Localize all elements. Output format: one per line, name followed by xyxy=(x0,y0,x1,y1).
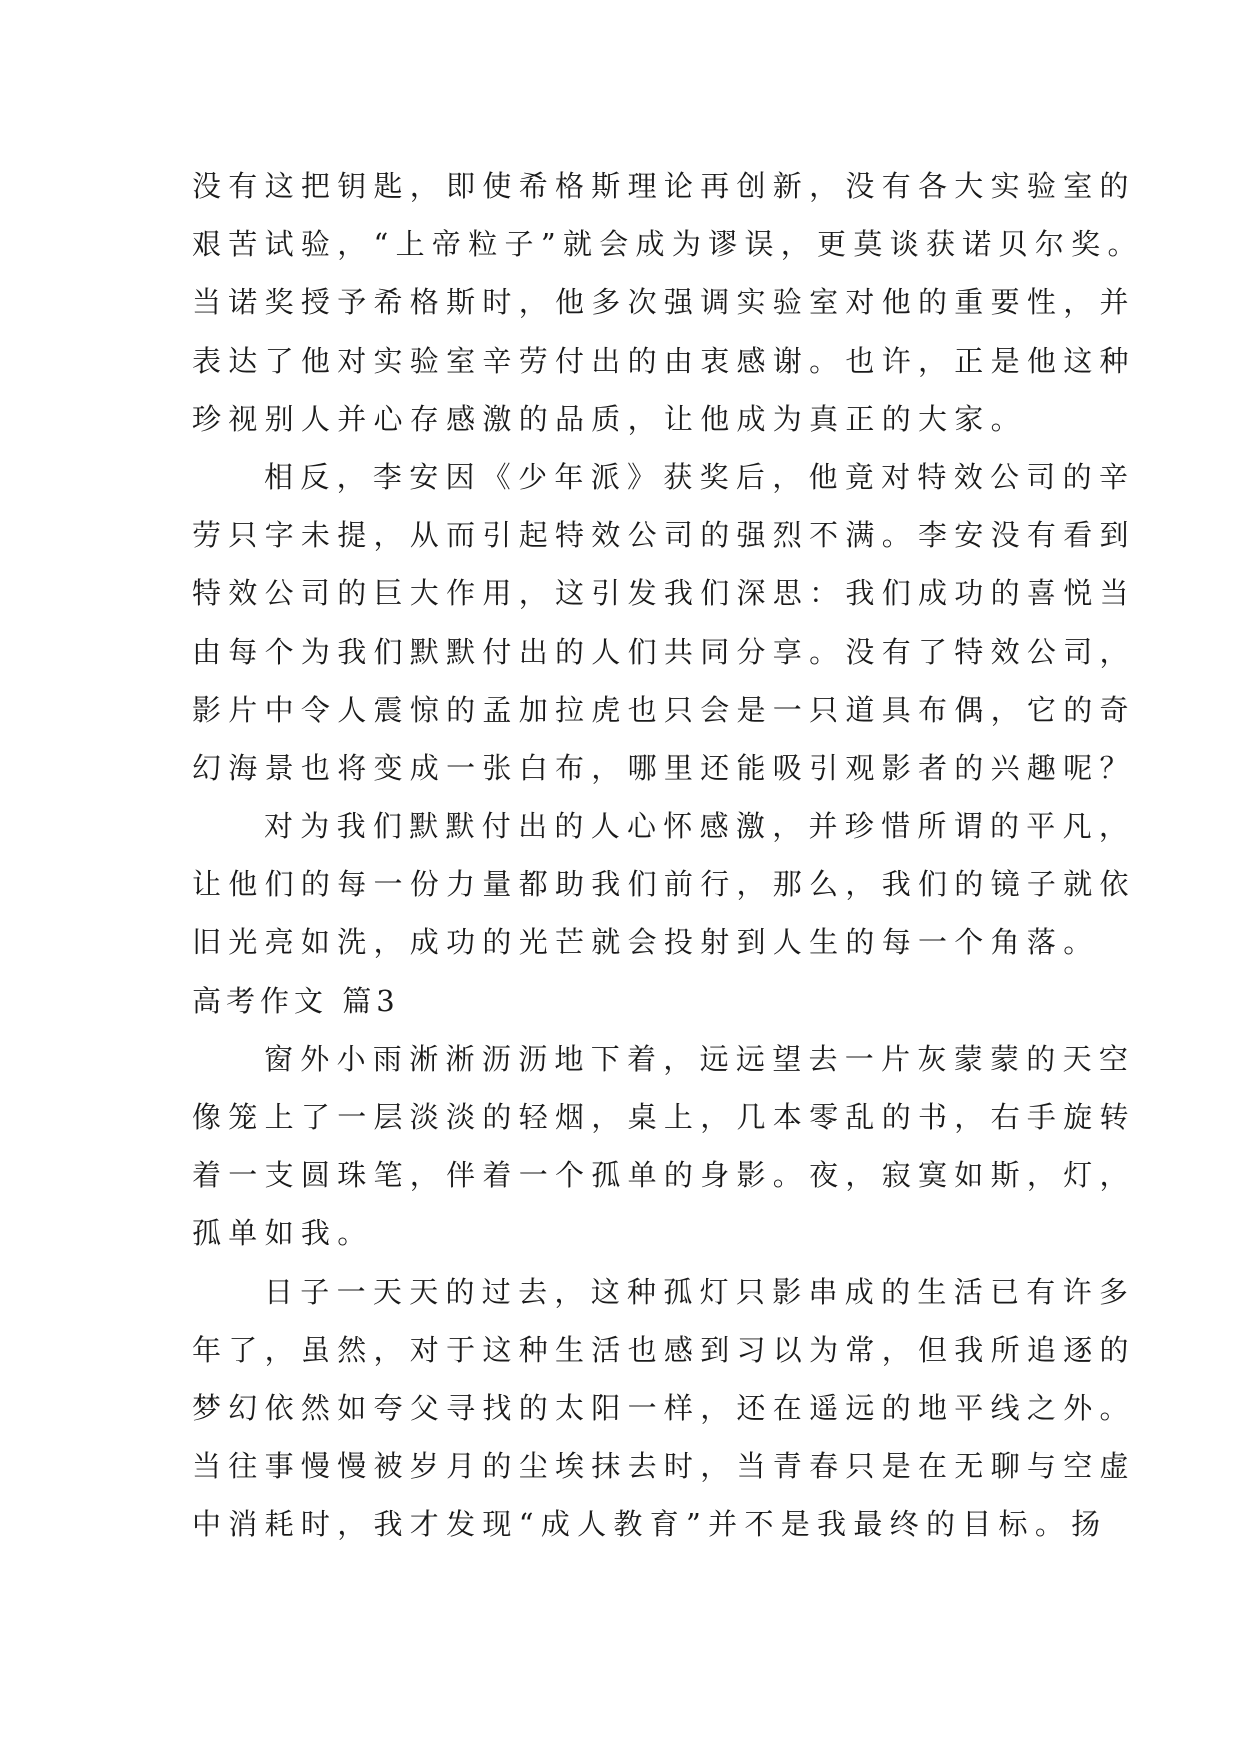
text-line: 让他们的每一份力量都助我们前行，那么，我们的镜子就依 xyxy=(192,867,1136,902)
text-line: 旧光亮如洗，成功的光芒就会投射到人生的每一个角落。 xyxy=(192,925,1100,960)
paragraph-days xyxy=(192,1263,1136,1554)
text-line: 相反，李安因《少年派》获奖后，他竟对特效公司的辛 xyxy=(264,459,1136,494)
text-line: 影片中令人震惊的孟加拉虎也只会是一只道具布偶，它的奇 xyxy=(192,692,1136,727)
paragraph-gratitude xyxy=(192,797,1136,972)
text-line: 幻海景也将变成一张白布，哪里还能吸引观影者的兴趣呢？ xyxy=(192,750,1136,785)
text-line: 表达了他对实验室辛劳付出的由衷感谢。也许，正是他这种 xyxy=(192,343,1136,378)
text-line: 窗外小雨淅淅沥沥地下着，远远望去一片灰蒙蒙的天空 xyxy=(264,1041,1136,1076)
text-line: 年了，虽然，对于这种生活也感到习以为常，但我所追逐的 xyxy=(192,1332,1136,1367)
paragraph-higgs xyxy=(192,157,1144,448)
text-line: 艰苦试验，“上帝粒子”就会成为谬误，更莫谈获诺贝尔奖。 xyxy=(192,227,1144,262)
text-line: 劳只字未提，从而引起特效公司的强烈不满。李安没有看到 xyxy=(192,518,1136,553)
paragraph-rain xyxy=(192,1030,1136,1263)
text-line: 孤单如我。 xyxy=(192,1216,374,1251)
text-line: 由每个为我们默默付出的人们共同分享。没有了特效公司， xyxy=(192,634,1136,669)
text-line: 日子一天天的过去，这种孤灯只影串成的生活已有许多 xyxy=(264,1274,1136,1309)
text-line: 当诺奖授予希格斯时，他多次强调实验室对他的重要性，并 xyxy=(192,285,1136,320)
text-line: 没有这把钥匙，即使希格斯理论再创新，没有各大实验室的 xyxy=(192,169,1136,203)
text-line: 着一支圆珠笔，伴着一个孤单的身影。夜，寂寞如斯，灯， xyxy=(192,1158,1136,1193)
paragraph-ang-lee xyxy=(192,448,1136,797)
text-line: 特效公司的巨大作用，这引发我们深思：我们成功的喜悦当 xyxy=(192,576,1136,611)
text-line: 梦幻依然如夸父寻找的太阳一样，还在遥远的地平线之外。 xyxy=(192,1390,1136,1425)
document-page xyxy=(192,157,1144,1554)
text-line: 中消耗时，我才发现“成人教育”并不是我最终的目标。扬 xyxy=(192,1507,1108,1542)
text-line: 当往事慢慢被岁月的尘埃抹去时，当青春只是在无聊与空虚 xyxy=(192,1449,1136,1484)
section-heading: 高考作文 篇3 xyxy=(192,983,400,1018)
text-line: 对为我们默默付出的人心怀感激，并珍惜所谓的平凡， xyxy=(264,809,1136,844)
text-line: 像笼上了一层淡淡的轻烟，桌上，几本零乱的书，右手旋转 xyxy=(192,1100,1136,1134)
text-line: 珍视别人并心存感激的品质，让他成为真正的大家。 xyxy=(192,401,1027,436)
